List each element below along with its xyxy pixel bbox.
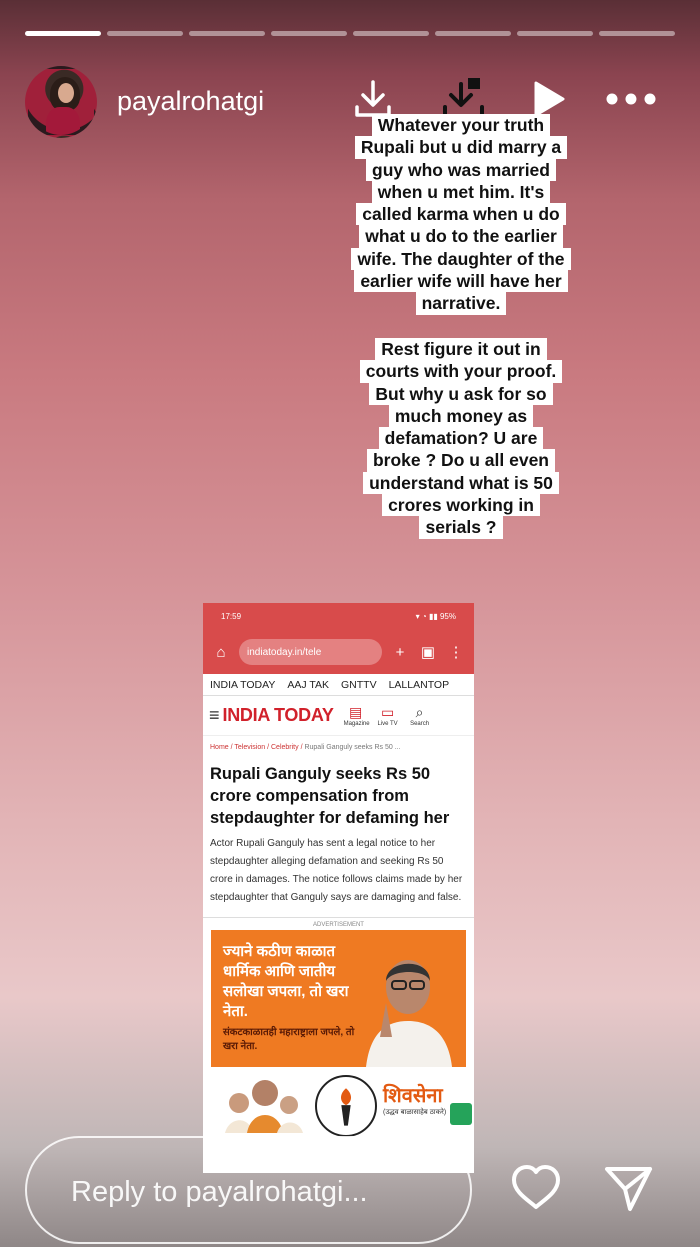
note-line: courts with your proof. [360, 360, 563, 382]
tv-icon: ▭ [380, 704, 395, 720]
note-line: narrative. [416, 292, 507, 314]
reply-box[interactable] [25, 1136, 472, 1244]
ad-headline: ज्याने कठीण काळात धार्मिक आणि जातीय सलोखा जपला, तो खरा नेता. [223, 943, 349, 1020]
url-field [239, 639, 382, 665]
send-icon[interactable] [600, 1160, 656, 1216]
ad-label: ADVERTISEMENT [313, 922, 364, 928]
nav-item: INDIA TODAY [210, 678, 276, 691]
nav-item: LALLANTOP [388, 678, 450, 691]
site-brand-bar [203, 696, 474, 736]
note-line: wife. The daughter of the [351, 248, 570, 270]
note-line: But why u ask for so [369, 383, 552, 405]
note-line: Rupali but u did marry a [355, 136, 567, 158]
phone-status-bar [203, 603, 474, 630]
progress-segment [189, 31, 265, 36]
progress-segment [353, 31, 429, 36]
note-line: when u met him. It's [372, 181, 551, 203]
note-line: what u do to the earlier [359, 225, 563, 247]
progress-segment [271, 31, 347, 36]
progress-segment [517, 31, 593, 36]
whatsapp-icon [450, 1103, 472, 1125]
hamburger-icon: ≡ [209, 705, 220, 725]
home-icon: ⌂ [216, 643, 226, 661]
magazine-icon: ▤ [348, 704, 363, 720]
ad-portrait [356, 941, 460, 1067]
heart-icon[interactable] [508, 1160, 564, 1216]
article-summary: Actor Rupali Ganguly has sent a legal notice to her stepdaughter alleging defamation and seeking Rs 50 crore in damages. The notice follows claims made by her stepdaughter that Ganguly says are damaging and false. [203, 835, 474, 918]
progress-segment [25, 31, 101, 36]
torch-symbol [315, 1075, 377, 1137]
note-line: serials ? [419, 516, 502, 538]
menu-icon: ⋮ [448, 644, 464, 661]
ad-footer [211, 1067, 466, 1137]
advertisement [211, 930, 466, 1067]
phone-status-icons: ▾ ◔ ▮▮ 95% [415, 612, 456, 621]
ad-subtext: संकटकाळातही महाराष्ट्राला जपले, तो खरा नेता. [223, 1027, 355, 1052]
site-nav [203, 674, 474, 696]
magazine-link: ▤ Magazine [343, 704, 370, 727]
note-line: Whatever your truth [372, 114, 550, 136]
note-line: guy who was married [366, 159, 556, 181]
note-line: crores working in [382, 494, 540, 516]
url-text: indiatoday.in/tele [247, 646, 322, 658]
leaders-portraits [225, 1073, 305, 1133]
note-line: defamation? U are [379, 427, 544, 449]
note-paragraph-2 [338, 338, 584, 539]
note-line: Rest figure it out in [375, 338, 546, 360]
nav-item: GNTTV [341, 678, 377, 691]
search-link: ⌕ Search [408, 704, 432, 727]
site-logo: INDIA TODAY [222, 705, 334, 725]
nav-item: AAJ TAK [287, 678, 329, 691]
live-tv-link: ▭ Live TV [377, 704, 398, 727]
party-name: शिवसेना (उद्धव बाळासाहेब ठाकरे) [383, 1085, 447, 1116]
username[interactable]: payalrohatgi [117, 86, 265, 116]
new-tab-icon: + [395, 643, 405, 661]
note-line: broke ? Do u all even [367, 449, 555, 471]
tabs-icon: ▣ [420, 644, 436, 661]
browser-address-bar [203, 630, 474, 674]
progress-segment [599, 31, 675, 36]
note-line: much money as [389, 405, 533, 427]
progress-segment [107, 31, 183, 36]
reply-input[interactable] [71, 1172, 431, 1212]
search-icon: ⌕ [415, 704, 424, 720]
note-paragraph-1 [338, 114, 584, 315]
profile-avatar[interactable] [25, 66, 97, 138]
note-line: earlier wife will have her [354, 270, 567, 292]
article-headline: Rupali Ganguly seeks Rs 50 crore compensation from stepdaughter for defaming her [210, 765, 450, 827]
breadcrumb: Home / Television / Celebrity / Rupali Ganguly seeks Rs 50 ... [210, 744, 401, 751]
story-progress-bar [25, 31, 675, 36]
note-line: called karma when u do [356, 203, 565, 225]
more-icon[interactable] [603, 74, 659, 124]
phone-time: 17:59 [221, 612, 242, 621]
party-subtitle: (उद्धव बाळासाहेब ठाकरे) [383, 1109, 447, 1116]
article-screenshot [203, 603, 474, 1173]
note-line: understand what is 50 [363, 472, 559, 494]
progress-segment [435, 31, 511, 36]
